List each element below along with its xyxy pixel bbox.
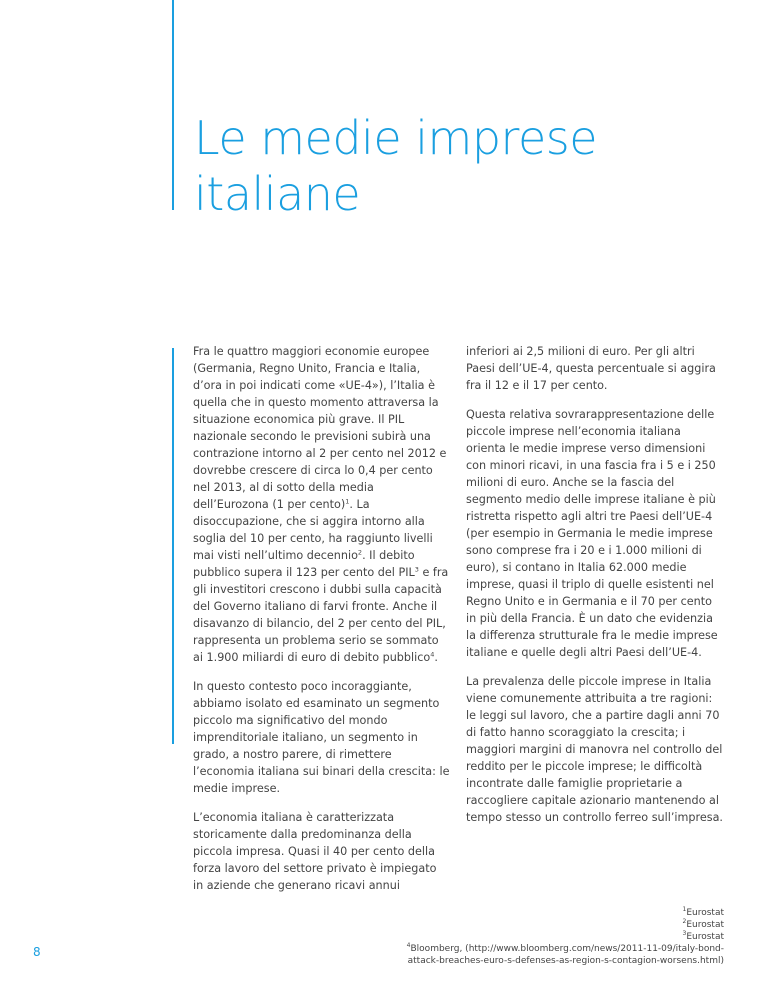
paragraph: Questa relativa sovrarappresentazione delle piccole imprese nell’economia italiana orienta le medie imprese verso dimensioni con minori ricavi, in una fascia fra i 5 e i 250 milioni di euro. Anche se la fascia del segmento medio delle imprese italiane è più ristretta rispetto agli altri tre Paesi dell’UE-4 (per esempio in Germania le medie imprese sono comprese fra i 20 e i 1.000 milioni di euro), si contano in Italia 62.000 medie imprese, quasi il triplo di quelle esistenti nel Regno Unito e in Germania e il 70 per cento in più della Francia. È un dato che evidenzia la differenza strutturale fra le medie imprese italiane e quelle degli altri Paesi dell’UE-4. <box>466 408 718 659</box>
footnote: $^4$Bloomberg, (http://www.bloomberg.com/news/2011-11-09/italy-bond- <box>406 942 724 954</box>
footnotes <box>407 907 724 967</box>
footnote-ref: 3 <box>414 565 419 574</box>
footnote-continuation: attack-breaches-euro-s-defenses-as-region-s-contagion-worsens.html) <box>407 956 724 966</box>
footnote-ref: 1 <box>345 497 350 506</box>
footnote: $^1$Eurostat <box>682 906 724 918</box>
paragraph: Fra le quattro maggiori economie europee (Germania, Regno Unito, Francia e Italia, d’ora in poi indicati come «UE-4»), l’Italia è quella che in questo momento attraversa la situazione economica più grave. Il PIL nazionale secondo le previsioni subirà una contrazione intorno al 2 per cento nel 2012 e dovrebbe crescere di circa lo 0,4 per cento nel 2013, al di sotto della media dell’Eurozona (1 per cento)$^1$. La disoccupazione, che si aggira intorno alla soglia del 10 per cento, ha raggiunto livelli mai visti nell’ultimo decennio$^2$. Il debito pubblico supera il 123 per cento del PIL$^3$ e fra gli investitori crescono i dubbi sulla capacità del Governo italiano di farvi fronte. Anche il disavanzo di bilancio, del 2 per cento del PIL, rappresenta un problema serio se sommato ai 1.900 miliardi di euro di debito pubblico$^4$. <box>193 345 449 664</box>
footnote: $^3$Eurostat <box>682 930 724 942</box>
text-column-left <box>193 343 450 906</box>
accent-rule-body <box>172 348 174 744</box>
page-title: Le medie imprese italiane <box>194 111 598 221</box>
page-number: 8 <box>33 945 41 959</box>
paragraph: L’economia italiana è caratterizzata storicamente dalla predominanza della piccola impresa. Quasi il 40 per cento della forza lavoro del settore privato è impiegato in aziende che generano ricavi annui <box>193 811 437 892</box>
paragraph: inferiori ai 2,5 milioni di euro. Per gli altri Paesi dell’UE-4, questa percentuale si aggira fra il 12 e il 17 per cento. <box>466 345 716 392</box>
paragraph: In questo contesto poco incoraggiante, abbiamo isolato ed esaminato un segmento piccolo ma significativo del mondo imprenditoriale italiano, un segmento in grado, a nostro parere, di rimettere l’economia italiana sui binari della crescita: le medie imprese. <box>193 680 450 795</box>
footnote: $^2$Eurostat <box>682 918 724 930</box>
paragraph: La prevalenza delle piccole imprese in Italia viene comunemente attribuita a tre ragioni: le leggi sul lavoro, che a partire dagli anni 70 di fatto hanno scoraggiato la crescita; i maggiori margini di manovra nel controllo del reddito per le piccole imprese; le difficoltà incontrate dalle famiglie proprietarie a raccogliere capitale azionario mantenendo al tempo stesso un controllo ferreo sull’impresa. <box>466 675 723 824</box>
accent-rule-top <box>172 0 174 210</box>
footnote-ref: 2 <box>357 548 363 557</box>
text-column-right <box>466 343 724 838</box>
footnote-ref: 4 <box>430 650 435 659</box>
